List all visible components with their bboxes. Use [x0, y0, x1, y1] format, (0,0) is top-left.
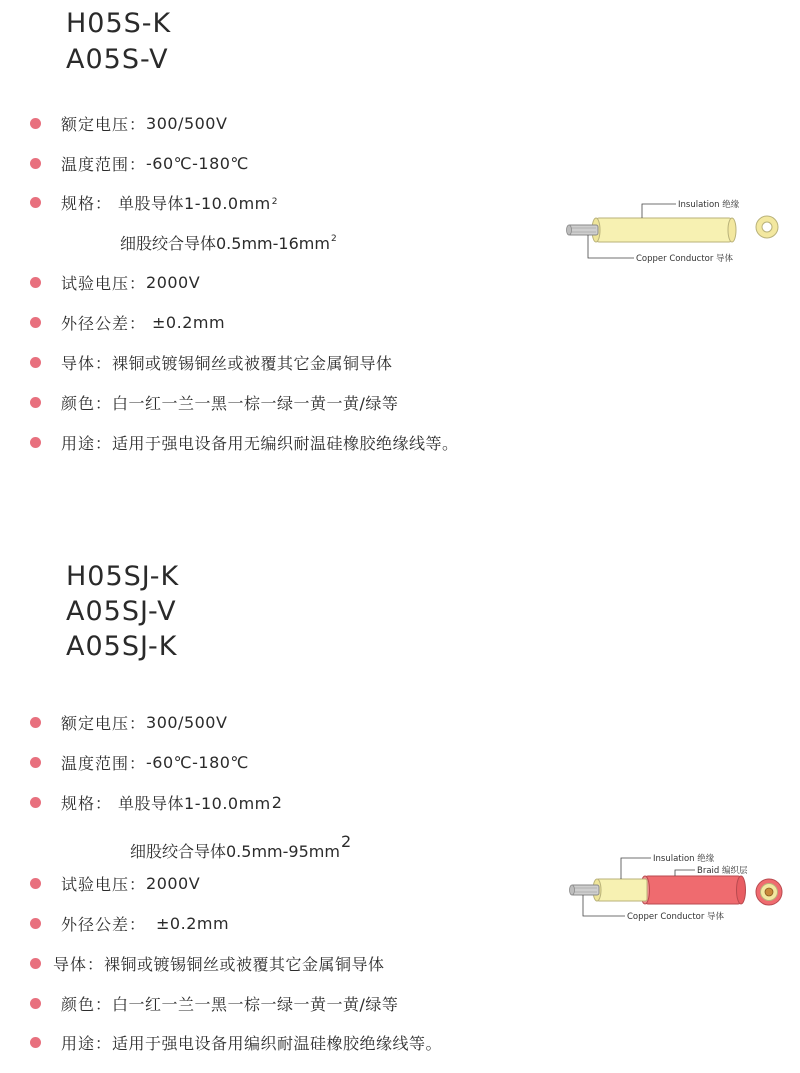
spec-size-stranded: [120, 231, 337, 254]
cable-diagram-braided: [565, 846, 795, 926]
spec-value: -60℃-180℃: [146, 752, 249, 772]
superscript: 2: [271, 792, 282, 812]
spec-label: 导体：: [53, 954, 105, 974]
spec-size-stranded: [130, 832, 351, 862]
spec-label: 外径公差：: [61, 914, 147, 934]
spec-od-tolerance: [30, 309, 225, 335]
insulation-label: Insulation 绝缘: [653, 854, 715, 864]
spec-value: 单股导体1-10.0mm: [118, 793, 271, 813]
spec-size: [30, 189, 278, 215]
spec-label: 用途：: [61, 433, 113, 453]
bullet-icon: [30, 757, 41, 768]
bullet-icon: [30, 717, 41, 728]
spec-value: ±0.2mm: [156, 913, 230, 933]
bullet-icon: [30, 958, 41, 969]
bullet-icon: [30, 397, 41, 408]
spec-usage: [30, 1029, 442, 1055]
spec-value: 300/500V: [146, 712, 228, 732]
spec-label: 导体：: [61, 353, 113, 373]
spec-label: 用途：: [61, 1033, 113, 1053]
spec-label: 额定电压：: [61, 713, 147, 733]
spec-label: 温度范围：: [61, 753, 147, 773]
spec-value: ±0.2mm: [152, 312, 226, 332]
spec-value: 2000V: [146, 873, 201, 893]
spec-value: 裸铜或镀锡铜丝或被覆其它金属铜导体: [112, 353, 393, 373]
spec-rated-voltage: [30, 709, 227, 735]
spec-rated-voltage: [30, 110, 227, 136]
bullet-icon: [30, 357, 41, 368]
model-title: A05S-V: [66, 44, 169, 75]
insulation-label: Insulation 绝缘: [678, 200, 740, 210]
spec-value: -60℃-180℃: [146, 153, 249, 173]
model-title: A05SJ-V: [66, 596, 177, 627]
spec-conductor: [30, 349, 393, 375]
bullet-icon: [30, 878, 41, 889]
superscript: 2: [271, 197, 278, 207]
spec-temperature: [30, 749, 249, 775]
spec-label: 外径公差：: [61, 313, 147, 333]
model-title: H05SJ-K: [66, 561, 180, 592]
conductor-label: Copper Conductor 导体: [636, 254, 734, 264]
spec-label: 试验电压：: [61, 273, 147, 293]
spec-test-voltage: [30, 269, 200, 295]
cable-diagram-unbraided: [560, 192, 790, 272]
spec-value: 细股绞合导体0.5mm-95mm: [130, 842, 340, 861]
bullet-icon: [30, 918, 41, 929]
spec-value: 白一红一兰一黑一棕一绿一黄一黄/绿等: [112, 994, 399, 1014]
bullet-icon: [30, 317, 41, 328]
spec-temperature: [30, 150, 249, 176]
superscript: 2: [330, 234, 337, 244]
spec-value: 单股导体1-10.0mm: [118, 193, 271, 213]
spec-size: [30, 789, 282, 815]
spec-value: 适用于强电设备用无编织耐温硅橡胶绝缘线等。: [112, 433, 459, 453]
bullet-icon: [30, 197, 41, 208]
spec-test-voltage: [30, 870, 200, 896]
bullet-icon: [30, 998, 41, 1009]
bullet-icon: [30, 797, 41, 808]
spec-value: 白一红一兰一黑一棕一绿一黄一黄/绿等: [112, 393, 399, 413]
bullet-icon: [30, 118, 41, 129]
bullet-icon: [30, 1037, 41, 1048]
model-title: H05S-K: [66, 8, 172, 39]
spec-conductor: [30, 950, 385, 976]
model-title: A05SJ-K: [66, 631, 178, 662]
spec-color: [30, 389, 398, 415]
spec-value: 2000V: [146, 272, 201, 292]
conductor-label: Copper Conductor 导体: [627, 912, 725, 922]
spec-usage: [30, 429, 459, 455]
spec-label: 温度范围：: [61, 154, 147, 174]
spec-label: 规格：: [61, 193, 113, 213]
bullet-icon: [30, 277, 41, 288]
superscript: 2: [340, 832, 352, 851]
spec-value: 细股绞合导体0.5mm-16mm: [120, 234, 330, 253]
bullet-icon: [30, 158, 41, 169]
spec-value: 适用于强电设备用编织耐温硅橡胶绝缘线等。: [112, 1033, 443, 1053]
spec-label: 颜色：: [61, 994, 113, 1014]
spec-label: 额定电压：: [61, 114, 147, 134]
spec-value: 300/500V: [146, 113, 228, 133]
spec-label: 试验电压：: [61, 874, 147, 894]
braid-label: Braid 编织层: [697, 866, 748, 876]
spec-value: 裸铜或镀锡铜丝或被覆其它金属铜导体: [104, 954, 385, 974]
spec-od-tolerance: [30, 910, 229, 936]
spec-label: 颜色：: [61, 393, 113, 413]
bullet-icon: [30, 437, 41, 448]
spec-label: 规格：: [61, 793, 113, 813]
spec-color: [30, 990, 398, 1016]
